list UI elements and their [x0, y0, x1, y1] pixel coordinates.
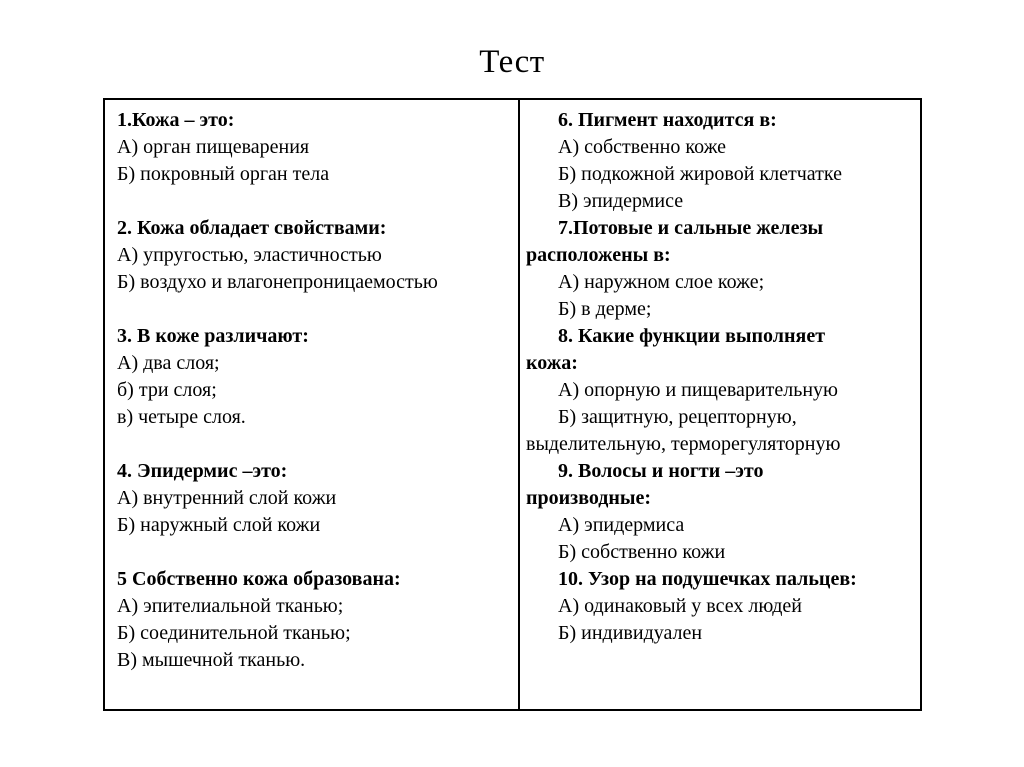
test-line: А) наружном слое коже; — [558, 271, 765, 293]
test-line: А) внутренний слой кожи — [117, 487, 337, 509]
test-line: выделительную, терморегуляторную — [526, 433, 841, 455]
test-line: 8. Какие функции выполняет — [558, 325, 826, 347]
test-line: Б) соединительной тканью; — [117, 622, 351, 644]
test-line: Б) наружный слой кожи — [117, 514, 321, 536]
test-line: А) собственно коже — [558, 136, 727, 158]
test-line: Б) воздухо и влагонепроницаемостью — [117, 271, 438, 293]
test-line: 2. Кожа обладает свойствами: — [117, 217, 387, 239]
test-line: А) упругостью, эластичностью — [117, 244, 382, 266]
test-line: 5 Собственно кожа образована: — [117, 568, 401, 590]
test-line: Б) собственно кожи — [558, 541, 726, 563]
test-line: 3. В коже различают: — [117, 325, 309, 347]
blank-line — [117, 431, 510, 458]
test-line: расположены в: — [526, 244, 671, 266]
test-line: А) эпителиальной тканью; — [117, 595, 344, 617]
test-line: 4. Эпидермис –это: — [117, 460, 288, 482]
test-line: Б) в дерме; — [558, 298, 652, 320]
test-line: 9. Волосы и ногти –это — [558, 460, 764, 482]
test-column-left — [105, 100, 520, 709]
test-line: в) четыре слоя. — [117, 406, 246, 428]
blank-line — [117, 539, 510, 566]
test-table — [103, 98, 922, 711]
test-line: б) три слоя; — [117, 379, 217, 401]
test-line: А) два слоя; — [117, 352, 220, 374]
test-line: Б) индивидуален — [558, 622, 703, 644]
test-line: 10. Узор на подушечках пальцев: — [558, 568, 857, 590]
test-line: А) опорную и пищеварительную — [558, 379, 838, 401]
test-line: кожа: — [526, 352, 578, 374]
test-line: 1.Кожа – это: — [117, 109, 235, 131]
test-line: Б) подкожной жировой клетчатке — [558, 163, 842, 185]
test-line: 6. Пигмент находится в: — [558, 109, 777, 131]
test-line: В) эпидермисе — [558, 190, 684, 212]
test-line: 7.Потовые и сальные железы — [558, 217, 824, 239]
test-line: А) одинаковый у всех людей — [558, 595, 802, 617]
test-line: Б) защитную, рецепторную, — [558, 406, 797, 428]
test-line: В) мышечной тканью. — [117, 649, 306, 671]
page-title: Тест — [479, 44, 545, 80]
test-line: А) орган пищеварения — [117, 136, 310, 158]
blank-line — [117, 296, 510, 323]
test-line: Б) покровный орган тела — [117, 163, 330, 185]
test-line: производные: — [526, 487, 652, 509]
test-column-right — [520, 100, 920, 709]
blank-line — [117, 188, 510, 215]
test-line: А) эпидермиса — [558, 514, 685, 536]
